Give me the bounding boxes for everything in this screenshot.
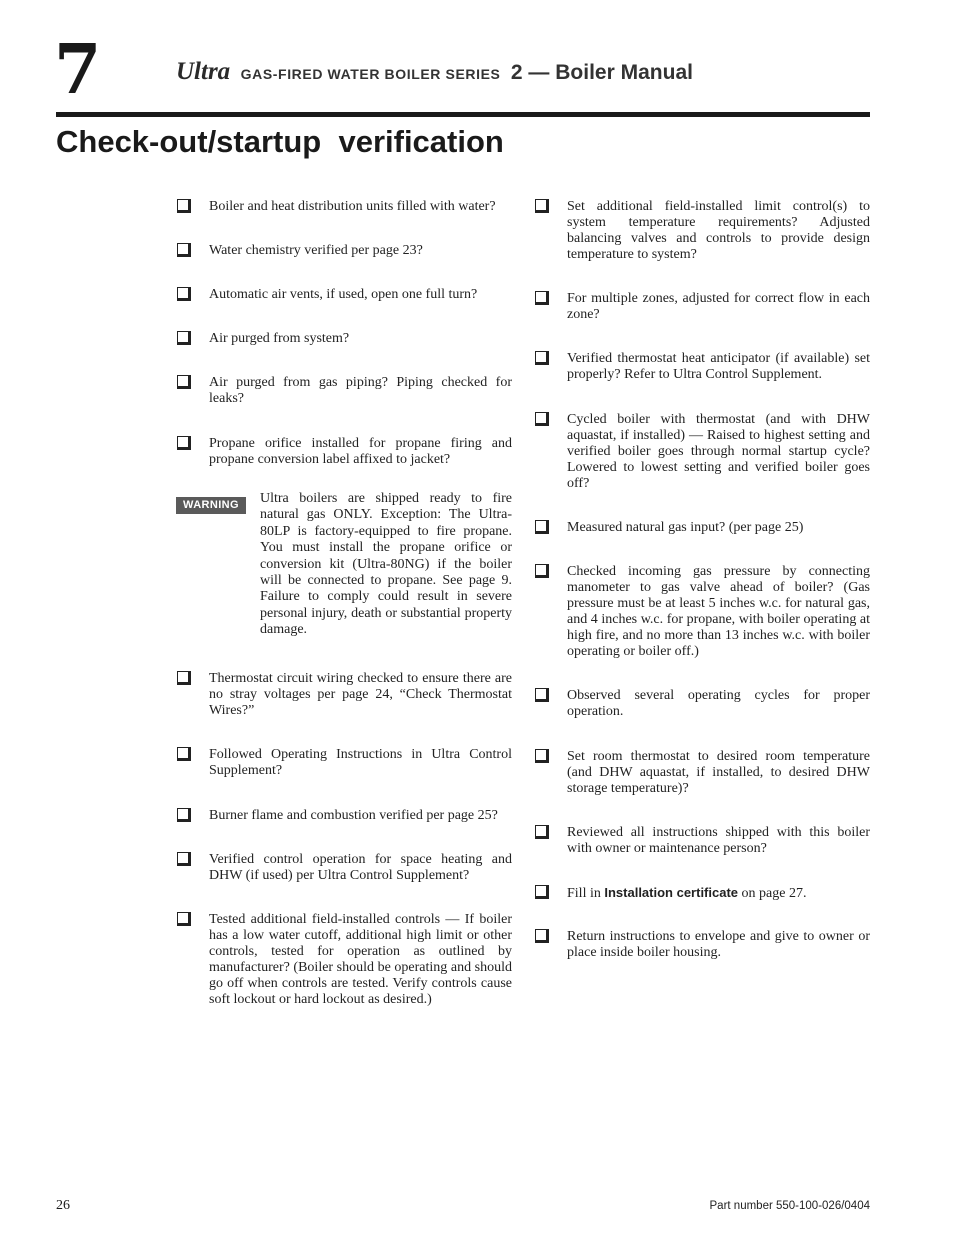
checklist-item-text: Set room thermostat to desired room temperature (and DHW aquastat, if installed, to desired DHW storage temperature)? bbox=[567, 749, 870, 796]
checkbox[interactable] bbox=[177, 243, 191, 257]
checkbox[interactable] bbox=[535, 749, 549, 763]
checkbox[interactable] bbox=[177, 671, 191, 685]
checklist-item-text: Checked incoming gas pressure by connecting manometer to gas valve ahead of boiler? (Gas pressure must be at least 5 inches w.c. for natural gas, and 4 inches w.c. for propane, with boiler operating at high fire, and no more than 13 inches w.c. with boiler operating or boiler off.) bbox=[567, 564, 870, 659]
checkbox[interactable] bbox=[535, 885, 549, 899]
checkbox[interactable] bbox=[177, 375, 191, 389]
checkbox[interactable] bbox=[177, 436, 191, 450]
checkbox[interactable] bbox=[177, 199, 191, 213]
checklist-item-text: Set additional field-installed limit control(s) to system temperature requirements? Adjusted balancing valves and controls to provide design temperature to system? bbox=[567, 199, 870, 262]
checklist-item-text: For multiple zones, adjusted for correct flow in each zone? bbox=[567, 291, 870, 322]
checkbox[interactable] bbox=[177, 747, 191, 761]
checkbox[interactable] bbox=[177, 808, 191, 822]
checkbox[interactable] bbox=[535, 929, 549, 943]
running-header bbox=[176, 58, 693, 86]
checkbox[interactable] bbox=[535, 688, 549, 702]
checkbox[interactable] bbox=[177, 287, 191, 301]
checkbox[interactable] bbox=[177, 331, 191, 345]
checklist-item-text: Return instructions to envelope and give to owner or place inside boiler housing. bbox=[567, 929, 870, 960]
warning-badge: WARNING bbox=[176, 497, 246, 514]
checklist-item-text: Cycled boiler with thermostat (and with DHW aquastat, if installed) — Raised to highest setting and verified boiler goes through normal startup cycle? Lowered to lowest setting and verified boiler goes off? bbox=[567, 412, 870, 491]
series-label: GAS-FIRED WATER BOILER SERIES bbox=[240, 66, 501, 82]
page-title: Check-out/startup verification bbox=[56, 124, 504, 159]
checklist-item-text: Verified control operation for space heating and DHW (if used) per Ultra Control Supplement? bbox=[209, 852, 512, 883]
checkbox[interactable] bbox=[535, 825, 549, 839]
checkbox[interactable] bbox=[535, 291, 549, 305]
checklist-item-text: Verified thermostat heat anticipator (if available) set properly? Refer to Ultra Control Supplement. bbox=[567, 351, 870, 382]
page-number: 26 bbox=[56, 1198, 70, 1213]
header-rule bbox=[56, 112, 870, 117]
checklist-item-text: Observed several operating cycles for proper operation. bbox=[567, 688, 870, 719]
checkbox[interactable] bbox=[535, 412, 549, 426]
checklist-item-text: Tested additional field-installed controls — If boiler has a low water cutoff, additional high limit or other controls, tested for operation as outlined by manufacturer? (Boiler should be operating and should go off when controls are tested. Verify controls cause soft lockout or hard lockout as desired.) bbox=[209, 912, 512, 1007]
checklist-item-text: Water chemistry verified per page 23? bbox=[209, 243, 423, 258]
fill-in-suffix: on page 27. bbox=[738, 886, 807, 901]
checklist-item-text: Propane orifice installed for propane firing and propane conversion label affixed to jacket? bbox=[209, 436, 512, 467]
checklist-item-text: Followed Operating Instructions in Ultra Control Supplement? bbox=[209, 747, 512, 778]
checklist-item-text: Thermostat circuit wiring checked to ensure there are no stray voltages per page 24, “Check Thermostat Wires?” bbox=[209, 671, 512, 718]
checklist-item-text: Air purged from system? bbox=[209, 331, 350, 346]
checkbox[interactable] bbox=[535, 199, 549, 213]
checklist-item-text: Automatic air vents, if used, open one full turn? bbox=[209, 287, 478, 302]
fill-in-prefix: Fill in bbox=[567, 886, 605, 901]
manual-label: 2 — Boiler Manual bbox=[510, 61, 693, 84]
checkbox[interactable] bbox=[535, 351, 549, 365]
installation-certificate-link[interactable]: Installation certificate bbox=[604, 885, 739, 900]
checklist-item-text: Measured natural gas input? (per page 25) bbox=[567, 520, 804, 535]
checkbox[interactable] bbox=[535, 564, 549, 578]
part-number: Part number 550-100-026/0404 bbox=[709, 1200, 870, 1212]
checkbox[interactable] bbox=[177, 852, 191, 866]
checklist-item-text: Burner flame and combustion verified per page 25? bbox=[209, 808, 498, 823]
checkbox[interactable] bbox=[177, 912, 191, 926]
section-number: 7 bbox=[54, 30, 102, 110]
warning-text: Ultra boilers are shipped ready to fire natural gas ONLY. Exception: The Ultra-80LP is factory-equipped to fire propane. You must install the propane orifice or conversion kit (Ultra-80NG) if the boiler will be connected to propane. See page 9. Failure to comply could result in severe personal injury, death or substantial property damage. bbox=[260, 491, 512, 638]
checklist-item-text: Reviewed all instructions shipped with this boiler with owner or maintenance person? bbox=[567, 825, 870, 856]
brand-name: Ultra bbox=[176, 58, 231, 85]
checklist-item-text: Boiler and heat distribution units filled with water? bbox=[209, 199, 496, 214]
checklist-item-text bbox=[567, 885, 870, 902]
checkbox[interactable] bbox=[535, 520, 549, 534]
checklist-item-text: Air purged from gas piping? Piping checked for leaks? bbox=[209, 375, 512, 406]
